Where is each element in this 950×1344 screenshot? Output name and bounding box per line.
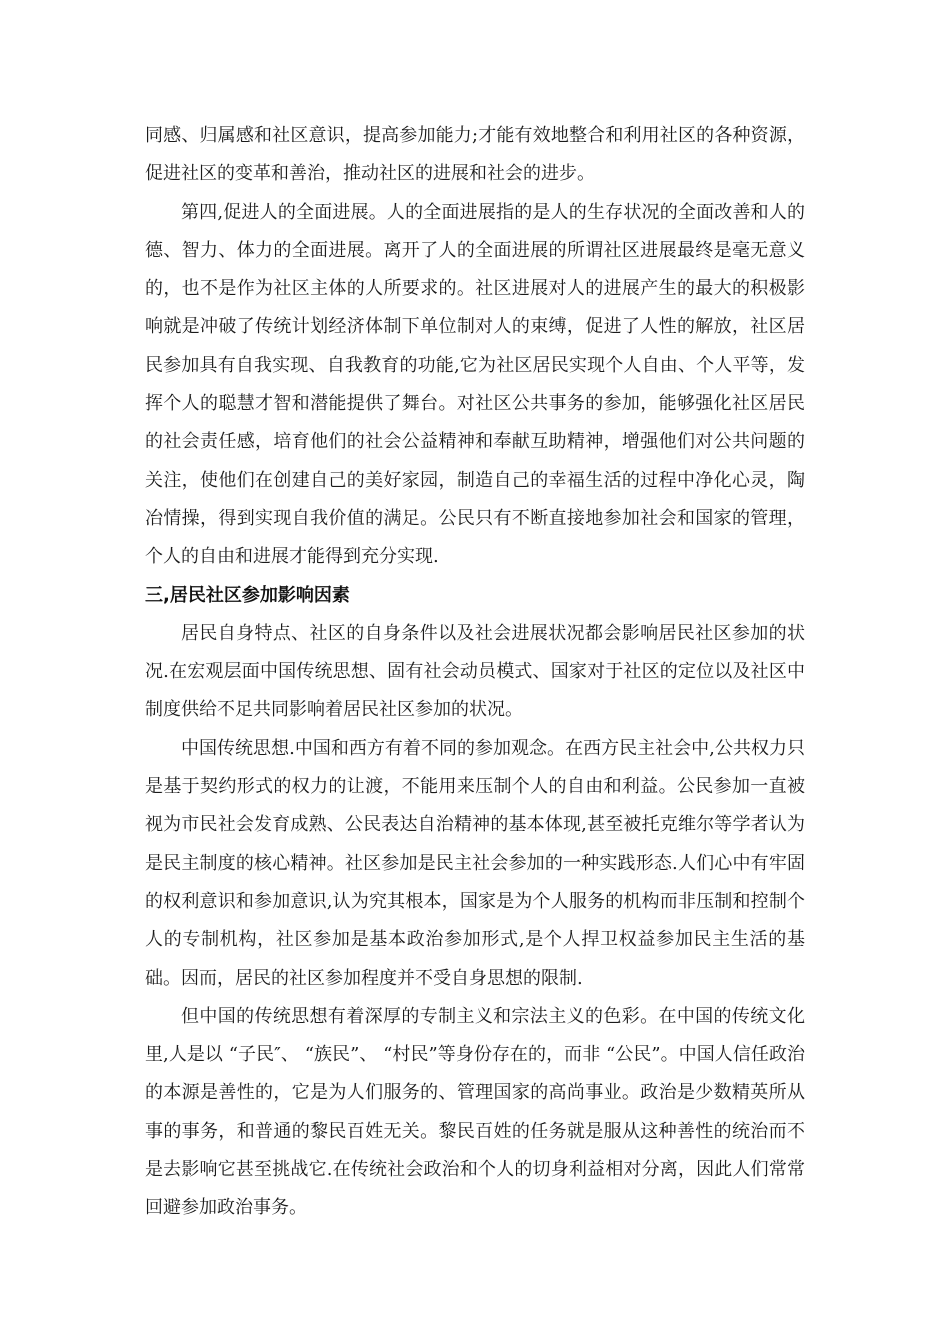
paragraph-3: 居民自身特点、社区的自身条件以及社会进展状况都会影响居民社区参加的状况.在宏观层面中国传统思想、固有社会动员模式、国家对于社区的定位以及社区中制度供给不足共同影响着居民社区参加的状况。: [145, 622, 805, 721]
document-page: [145, 117, 805, 1228]
paragraph-2: 第四,促进人的全面进展。人的全面进展指的是人的生存状况的全面改善和人的德、智力、体力的全面进展。离开了人的全面进展的所谓社区进展最终是毫无意义的，也不是作为社区主体的人所要求的。社区进展对人的进展产生的最大的积极影响就是冲破了传统计划经济体制下单位制对人的束缚，促进了人性的解放，社区居民参加具有自我实现、自我教育的功能,它为社区居民实现个人自由、个人平等，发挥个人的聪慧才智和潜能提供了舞台。对社区公共事务的参加，能够强化社区居民的社会责任感，培育他们的社会公益精神和奉献互助精神，增强他们对公共问题的关注，使他们在创建自己的美好家园，制造自己的幸福生活的过程中净化心灵，陶冶情操，得到实现自我价值的满足。公民只有不断直接地参加社会和国家的管理，个人的自由和进展才能得到充分实现.: [145, 201, 805, 568]
paragraph-4: 中国传统思想.中国和西方有着不同的参加观念。在西方民主社会中,公共权力只是基于契约形式的权力的让渡，不能用来压制个人的自由和利益。公民参加一直被视为市民社会发育成熟、公民表达自治精神的基本体现,甚至被托克维尔等学者认为是民主制度的核心精神。社区参加是民主社会参加的一种实践形态.人们心中有牢固的权利意识和参加意识,认为究其根本，国家是为个人服务的机构而非压制和控制个人的专制机构，社区参加是基本政治参加形式,是个人捍卫权益参加民主生活的基础。因而，居民的社区参加程度并不受自身思想的限制.: [145, 737, 805, 989]
paragraph-1: 同感、归属感和社区意识，提高参加能力;才能有效地整合和利用社区的各种资源，促进社区的变革和善治，推动社区的进展和社会的进步。: [145, 125, 805, 185]
paragraph-5: 但中国的传统思想有着深厚的专制主义和宗法主义的色彩。在中国的传统文化里,人是以 “子民″、 “族民”、 “村民”等身份存在的，而非 “公民”。中国人信任政治的本源是善性的，它是为人们服务的、管理国家的高尚事业。政治是少数精英所从事的事务，和普通的黎民百姓无关。黎民百姓的任务就是服从这种善性的统治而不是去影响它甚至挑战它.在传统社会政治和个人的切身利益相对分离，因此人们常常回避参加政治事务。: [145, 1005, 805, 1219]
section-heading: 三,居民社区参加影响因素: [145, 584, 350, 606]
